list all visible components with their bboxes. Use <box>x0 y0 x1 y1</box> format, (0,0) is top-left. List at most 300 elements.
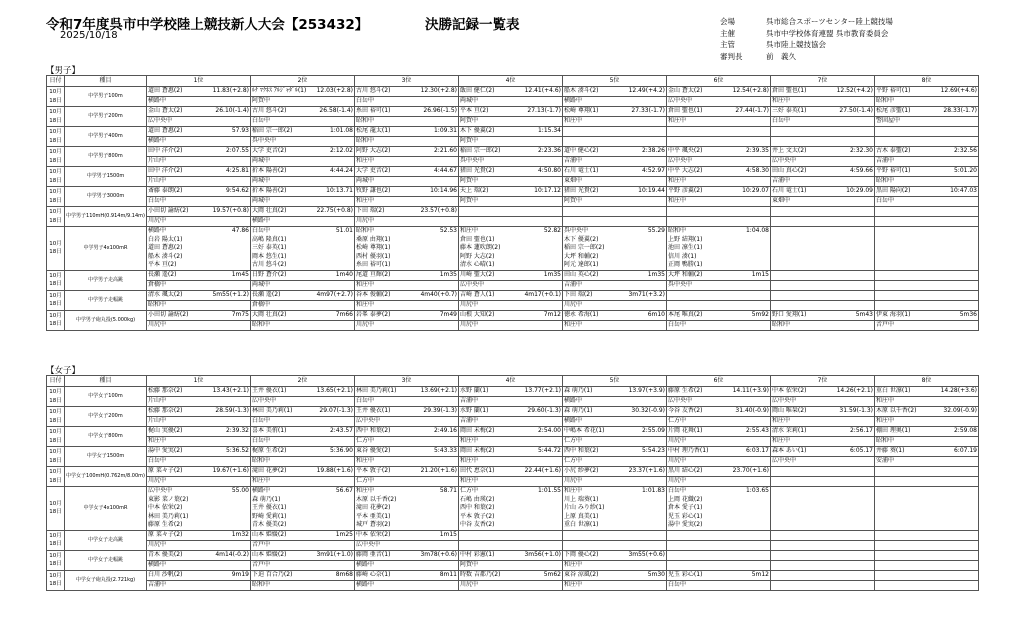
athlete-school-cell <box>251 157 355 167</box>
athlete-school: 川尻中 <box>564 300 583 308</box>
athlete-school-cell <box>355 280 459 290</box>
athlete-name: 長瀬 遥(2) <box>252 290 281 298</box>
athlete-result-cell <box>147 447 251 457</box>
athlete-line <box>667 387 770 396</box>
athlete-school-cell <box>147 560 251 570</box>
relay-member: 野崎 愛莉(1) <box>252 512 287 520</box>
athlete-school-cell <box>875 197 979 207</box>
athlete-school: 広中央中 <box>668 397 693 404</box>
athlete-name: 平野 裕可(1) <box>876 87 911 94</box>
report-date: 2025/10/18 <box>60 30 118 41</box>
relay-time: 51.01 <box>335 227 353 234</box>
relay-time: 56.67 <box>335 487 353 494</box>
athlete-school-cell <box>459 417 563 427</box>
athlete-result-cell <box>563 447 667 457</box>
athlete-record: 23.57(+0.8) <box>420 207 457 214</box>
athlete-line <box>355 447 458 456</box>
athlete-result-cell <box>563 550 667 560</box>
athlete-result-cell <box>563 167 667 177</box>
athlete-name: 下田 瑞(2) <box>564 290 593 298</box>
athlete-school-cell <box>771 177 875 187</box>
event-date: 10月18日 <box>47 227 65 271</box>
athlete-result-cell <box>667 127 771 137</box>
athlete-school-cell <box>251 580 355 590</box>
athlete-result-cell <box>355 570 459 580</box>
relay-member: 上岡 花織(2) <box>668 495 703 503</box>
athlete-name: 小尻 紗夢(2) <box>564 467 599 474</box>
result-row-team <box>47 280 979 290</box>
athlete-school-cell <box>771 97 875 107</box>
event-date: 10月18日 <box>47 187 65 207</box>
athlete-name: 大坪 和輔(2) <box>668 270 703 278</box>
athlete-line <box>147 387 250 396</box>
athlete-result-cell <box>563 467 667 477</box>
athlete-school: 両城中 <box>252 177 271 184</box>
athlete-school: 和庄中 <box>252 477 271 484</box>
athlete-record: 26.10(-1.4) <box>215 107 249 114</box>
athlete-record: 4:50.80 <box>537 167 561 174</box>
athlete-record: 14.26(+2.1) <box>836 387 873 394</box>
athlete-school: 和庄中 <box>460 457 479 464</box>
athlete-record: 4m40(+0.7) <box>420 290 457 298</box>
athlete-line <box>667 147 770 156</box>
athlete-school-cell <box>875 437 979 447</box>
athlete-school-cell <box>771 117 875 127</box>
relay-team: 白岳中 <box>668 487 687 494</box>
athlete-line <box>459 107 562 116</box>
athlete-school-cell <box>355 540 459 550</box>
athlete-record: 5m36 <box>959 310 977 318</box>
athlete-result-cell <box>459 107 563 117</box>
athlete-name: 田山 真心(2) <box>772 167 807 174</box>
relay-member: 湯中 愛実(2) <box>668 521 703 529</box>
athlete-school: 阿賀中 <box>252 97 271 104</box>
result-row-team <box>47 117 979 127</box>
info-key: 審判長 <box>720 51 743 61</box>
athlete-school-cell <box>147 300 251 310</box>
athlete-school-cell <box>355 157 459 167</box>
relay-team: 広中央中 <box>148 487 173 494</box>
athlete-school-cell <box>875 397 979 407</box>
athlete-name: 中村 理乃香(1) <box>668 447 709 454</box>
athlete-name: 天上 瑞(2) <box>460 187 489 194</box>
relay-member: 片山 みり紗(1) <box>564 504 605 512</box>
athlete-line <box>251 311 354 320</box>
athlete-line <box>563 427 666 436</box>
athlete-line <box>355 551 458 560</box>
athlete-school: 吉浦中 <box>772 177 791 184</box>
athlete-school-cell <box>667 137 771 147</box>
athlete-school: 吉浦中 <box>876 157 895 164</box>
athlete-result-cell <box>459 407 563 417</box>
boys-results-table <box>46 75 979 331</box>
athlete-result-cell <box>563 187 667 197</box>
athlete-line <box>771 107 874 116</box>
athlete-result-cell <box>771 530 875 540</box>
athlete-record: 10:47.03 <box>950 187 977 194</box>
relay-member: 倉本 愛子(1) <box>668 504 703 512</box>
athlete-record: 3m56(+1.0) <box>524 550 561 558</box>
relay-member: 阿野 大志(2) <box>460 252 495 260</box>
athlete-school-cell <box>251 457 355 467</box>
athlete-school: 和庄中 <box>356 157 375 164</box>
meet-info <box>720 16 893 62</box>
athlete-school: 川尻中 <box>460 320 479 328</box>
relay-team-line <box>667 487 770 496</box>
athlete-school-cell <box>147 320 251 330</box>
athlete-school: 昭和中 <box>876 177 895 184</box>
athlete-record: 57.93 <box>231 127 249 134</box>
athlete-name: 青木 優美(2) <box>148 550 183 558</box>
athlete-line <box>667 107 770 116</box>
athlete-school: 呉中央中 <box>460 157 485 164</box>
relay-member: 木原 以千香(2) <box>356 495 397 503</box>
athlete-line <box>251 551 354 560</box>
athlete-line <box>771 187 874 196</box>
athlete-result-cell <box>459 270 563 280</box>
athlete-school: 両城中 <box>252 280 271 288</box>
event-name: 中学男子3000m <box>65 187 147 207</box>
athlete-record: 6m10 <box>647 310 665 318</box>
athlete-school: 川尻中 <box>148 320 167 328</box>
athlete-school-cell <box>875 540 979 550</box>
event-date: 10月18日 <box>47 167 65 187</box>
athlete-school: 昭和中 <box>356 117 375 124</box>
athlete-name: 下迫 百合乃(2) <box>252 570 293 578</box>
athlete-school: 広中央中 <box>772 157 797 164</box>
relay-member: 信川 湊(1) <box>668 252 697 260</box>
athlete-school: 昭和中 <box>252 320 271 328</box>
athlete-result-cell <box>563 530 667 540</box>
athlete-line <box>875 427 978 436</box>
athlete-school-cell <box>563 437 667 447</box>
athlete-record: 6:07.19 <box>953 447 977 454</box>
event-date: 10月18日 <box>47 107 65 127</box>
athlete-result-cell <box>355 207 459 217</box>
athlete-line <box>563 467 666 476</box>
athlete-school: 呉中央中 <box>252 137 277 144</box>
relay-result-cell <box>875 487 979 531</box>
athlete-name: 古川 悠斗(2) <box>252 107 287 114</box>
athlete-line <box>563 447 666 456</box>
athlete-line <box>147 407 250 416</box>
athlete-school-cell <box>459 437 563 447</box>
boys-section-label: 【男子】 <box>46 66 81 76</box>
athlete-line <box>771 407 874 416</box>
athlete-school-cell <box>147 457 251 467</box>
athlete-result-cell <box>667 530 771 540</box>
athlete-school: 阿賀中 <box>460 117 479 124</box>
athlete-school-cell <box>667 437 771 447</box>
athlete-school-cell <box>563 157 667 167</box>
relay-team: 和庄中 <box>564 487 583 494</box>
athlete-record: 9m19 <box>231 570 249 578</box>
athlete-result-cell <box>667 207 771 217</box>
athlete-school: 昭和中 <box>252 580 271 588</box>
event-date: 10月18日 <box>47 147 65 167</box>
athlete-result-cell <box>563 290 667 300</box>
athlete-school: 両城中 <box>252 157 271 164</box>
relay-member: 児玉 彩心(1) <box>668 512 703 520</box>
athlete-result-cell <box>355 167 459 177</box>
athlete-result-cell <box>563 107 667 117</box>
athlete-school-cell <box>251 117 355 127</box>
athlete-record: 26.96(-1.5) <box>423 107 457 114</box>
athlete-result-cell <box>251 570 355 580</box>
athlete-school: 広中央中 <box>668 97 693 104</box>
relay-result-cell <box>147 227 251 271</box>
athlete-record: 1m32 <box>231 530 249 538</box>
result-row <box>47 167 979 177</box>
athlete-name: 今谷 友香(2) <box>668 407 703 414</box>
athlete-record: 12.41(+4.6) <box>524 87 561 94</box>
relay-result-cell <box>355 487 459 531</box>
athlete-school-cell <box>251 477 355 487</box>
event-date: 10月18日 <box>47 570 65 590</box>
athlete-school: 広中央中 <box>148 117 173 124</box>
athlete-record: 14.11(+3.9) <box>732 387 769 394</box>
athlete-school-cell <box>147 157 251 167</box>
athlete-record: 23.70(+1.6) <box>732 467 769 474</box>
athlete-line <box>771 147 874 156</box>
relay-team-line <box>459 227 562 236</box>
info-key: 主催 <box>720 28 735 38</box>
athlete-school: 安浦中 <box>876 457 895 464</box>
relay-time: 52.82 <box>543 227 561 234</box>
athlete-name: 西中 和葉(2) <box>564 447 599 454</box>
relay-result-cell <box>459 227 563 271</box>
event-date: 10月18日 <box>47 127 65 147</box>
athlete-result-cell <box>875 407 979 417</box>
relay-team-line <box>251 227 354 236</box>
athlete-result-cell <box>563 147 667 157</box>
result-row-team <box>47 437 979 447</box>
relay-member: 船木 湊斗(2) <box>148 252 183 260</box>
athlete-school: 和庄中 <box>876 417 895 424</box>
athlete-line <box>667 187 770 196</box>
athlete-school-cell <box>667 117 771 127</box>
athlete-school-cell <box>875 177 979 187</box>
athlete-school: 川尻中 <box>668 437 687 444</box>
athlete-result-cell <box>875 87 979 97</box>
athlete-school-cell <box>563 560 667 570</box>
relay-member: 青木 優美(2) <box>252 521 287 529</box>
athlete-result-cell <box>563 387 667 397</box>
athlete-school-cell <box>875 457 979 467</box>
athlete-line <box>459 387 562 396</box>
athlete-result-cell <box>459 447 563 457</box>
result-row <box>47 427 979 437</box>
athlete-name: 日野 蒼介(2) <box>252 270 287 278</box>
athlete-line <box>147 291 250 300</box>
relay-member: 中本 依栄(2) <box>148 504 183 512</box>
header-place: 2位 <box>251 376 355 387</box>
event-name: 中学男子110mH(0.914m/9.14m) <box>65 207 147 227</box>
athlete-result-cell <box>771 107 875 117</box>
athlete-result-cell <box>251 127 355 137</box>
athlete-line <box>667 167 770 176</box>
result-row-team <box>47 397 979 407</box>
athlete-school: 仁方中 <box>356 437 375 444</box>
athlete-record: 19.57(+0.8) <box>212 207 249 214</box>
athlete-school-cell <box>459 477 563 487</box>
athlete-school-cell <box>251 197 355 207</box>
athlete-line <box>875 447 978 456</box>
athlete-line <box>459 87 562 96</box>
result-row <box>47 207 979 217</box>
result-row-team <box>47 477 979 487</box>
athlete-school-cell <box>251 540 355 550</box>
relay-team: 呉中央中 <box>564 227 589 234</box>
event-date: 10月18日 <box>47 467 65 487</box>
athlete-result-cell <box>667 167 771 177</box>
result-row-team <box>47 540 979 550</box>
relay-time: 1:01.83 <box>641 487 665 494</box>
athlete-school-cell <box>251 397 355 407</box>
athlete-record: 3m55(+0.6) <box>628 550 665 558</box>
athlete-result-cell <box>147 467 251 477</box>
athlete-line <box>563 291 666 300</box>
athlete-school-cell <box>667 217 771 227</box>
athlete-result-cell <box>667 147 771 157</box>
athlete-school-cell <box>355 580 459 590</box>
athlete-name: 木下 優翼(2) <box>460 127 495 134</box>
relay-time: 1:03.65 <box>745 487 769 494</box>
relay-result-cell <box>771 227 875 271</box>
athlete-school: 白岳中 <box>252 417 271 424</box>
relay-team-line <box>355 227 458 236</box>
athlete-result-cell <box>459 467 563 477</box>
athlete-name: 中村 彩憲(1) <box>460 550 495 558</box>
athlete-school: 横路中 <box>564 97 583 104</box>
athlete-record: 4:44.67 <box>433 167 457 174</box>
athlete-line <box>563 407 666 416</box>
athlete-line <box>459 147 562 156</box>
athlete-line <box>771 387 874 396</box>
athlete-result-cell <box>875 550 979 560</box>
athlete-school-cell <box>459 217 563 227</box>
athlete-name: 長瀬 遥(2) <box>148 270 177 278</box>
athlete-line <box>251 187 354 196</box>
athlete-school-cell <box>459 177 563 187</box>
athlete-result-cell <box>875 530 979 540</box>
result-row <box>47 550 979 560</box>
athlete-school-cell <box>355 117 459 127</box>
athlete-result-cell <box>251 87 355 97</box>
athlete-record: 8m11 <box>439 570 457 578</box>
athlete-line <box>355 291 458 300</box>
athlete-school-cell <box>147 580 251 590</box>
athlete-name: 道中 健心(2) <box>564 147 599 154</box>
athlete-record: 22.44(+1.6) <box>524 467 561 474</box>
athlete-school-cell <box>771 157 875 167</box>
athlete-line <box>355 571 458 580</box>
event-name: 中学女子走高跳 <box>65 530 147 550</box>
athlete-record: 2:54.00 <box>537 427 561 434</box>
athlete-name: 下岡 優心(2) <box>564 550 599 558</box>
athlete-line <box>147 447 250 456</box>
athlete-record: 1m15 <box>439 530 457 538</box>
header-place: 5位 <box>563 376 667 387</box>
athlete-school: 倉橋中 <box>148 280 167 288</box>
relay-member: 岡本 悠生(1) <box>252 252 287 260</box>
relay-team: 仁方中 <box>460 487 479 494</box>
athlete-school-cell <box>147 197 251 207</box>
header-date: 日付 <box>47 376 65 387</box>
athlete-school: 白岳中 <box>668 580 687 588</box>
result-row <box>47 310 979 320</box>
relay-team: 和庄中 <box>460 227 479 234</box>
relay-result-cell <box>147 487 251 531</box>
athlete-name: 滝田 花夢(2) <box>252 467 287 474</box>
athlete-school: 横路中 <box>564 417 583 424</box>
athlete-school: 広中央中 <box>252 397 277 404</box>
athlete-school: 片山中 <box>148 417 167 424</box>
athlete-line <box>251 127 354 136</box>
athlete-school: 広中央中 <box>356 417 381 424</box>
athlete-name: 松尾 龍太(1) <box>356 127 391 134</box>
result-row <box>47 87 979 97</box>
athlete-name: 野口 愛翔(1) <box>772 310 807 318</box>
athlete-name: 倉田 聖也(1) <box>772 87 807 94</box>
athlete-line <box>563 551 666 560</box>
athlete-result-cell <box>875 310 979 320</box>
athlete-school: 吉浦中 <box>564 157 583 164</box>
athlete-result-cell <box>875 147 979 157</box>
athlete-record: 26.58(-1.4) <box>319 107 353 114</box>
athlete-record: 2:39.35 <box>745 147 769 154</box>
event-name: 中学女子200m <box>65 407 147 427</box>
athlete-school: 広中央中 <box>460 280 485 288</box>
athlete-result-cell <box>355 107 459 117</box>
athlete-record: 27.44(-1.7) <box>735 107 769 114</box>
athlete-name: 尾道 亘輝(2) <box>356 270 391 278</box>
athlete-line <box>459 167 562 176</box>
athlete-school-cell <box>875 320 979 330</box>
athlete-result-cell <box>667 87 771 97</box>
athlete-school-cell <box>563 280 667 290</box>
athlete-result-cell <box>251 550 355 560</box>
athlete-line <box>355 127 458 136</box>
header-place: 4位 <box>459 76 563 87</box>
athlete-school: 川尻中 <box>460 300 479 308</box>
athlete-name: 梶原 生希(2) <box>252 447 287 454</box>
page-title: 令和7年度呉市中学校陸上競技新人大会【253432】 <box>46 17 369 33</box>
result-row <box>47 147 979 157</box>
athlete-name: 白川 沙帆(2) <box>148 570 183 578</box>
athlete-record: 23.37(+1.6) <box>628 467 665 474</box>
athlete-school-cell <box>667 320 771 330</box>
relay-member: 桑原 由翔(1) <box>356 235 391 243</box>
athlete-school-cell <box>251 217 355 227</box>
athlete-school: 阿賀中 <box>564 197 583 204</box>
athlete-line <box>147 187 250 196</box>
athlete-school: 和庄中 <box>564 580 583 588</box>
athlete-school-cell <box>355 97 459 107</box>
athlete-name: 原 菜々子(2) <box>148 467 183 474</box>
athlete-school: 吉浦中 <box>148 580 167 588</box>
athlete-result-cell <box>147 550 251 560</box>
athlete-name: 岡山 唯栞(2) <box>772 407 807 414</box>
athlete-name: 大岡 壮真(2) <box>252 207 287 214</box>
athlete-line <box>251 407 354 416</box>
athlete-result-cell <box>147 570 251 580</box>
athlete-name: 井藤 葵(1) <box>876 447 905 454</box>
header-place: 7位 <box>771 76 875 87</box>
relay-time: 55.29 <box>647 227 665 234</box>
athlete-school-cell <box>771 300 875 310</box>
athlete-school-cell <box>771 540 875 550</box>
